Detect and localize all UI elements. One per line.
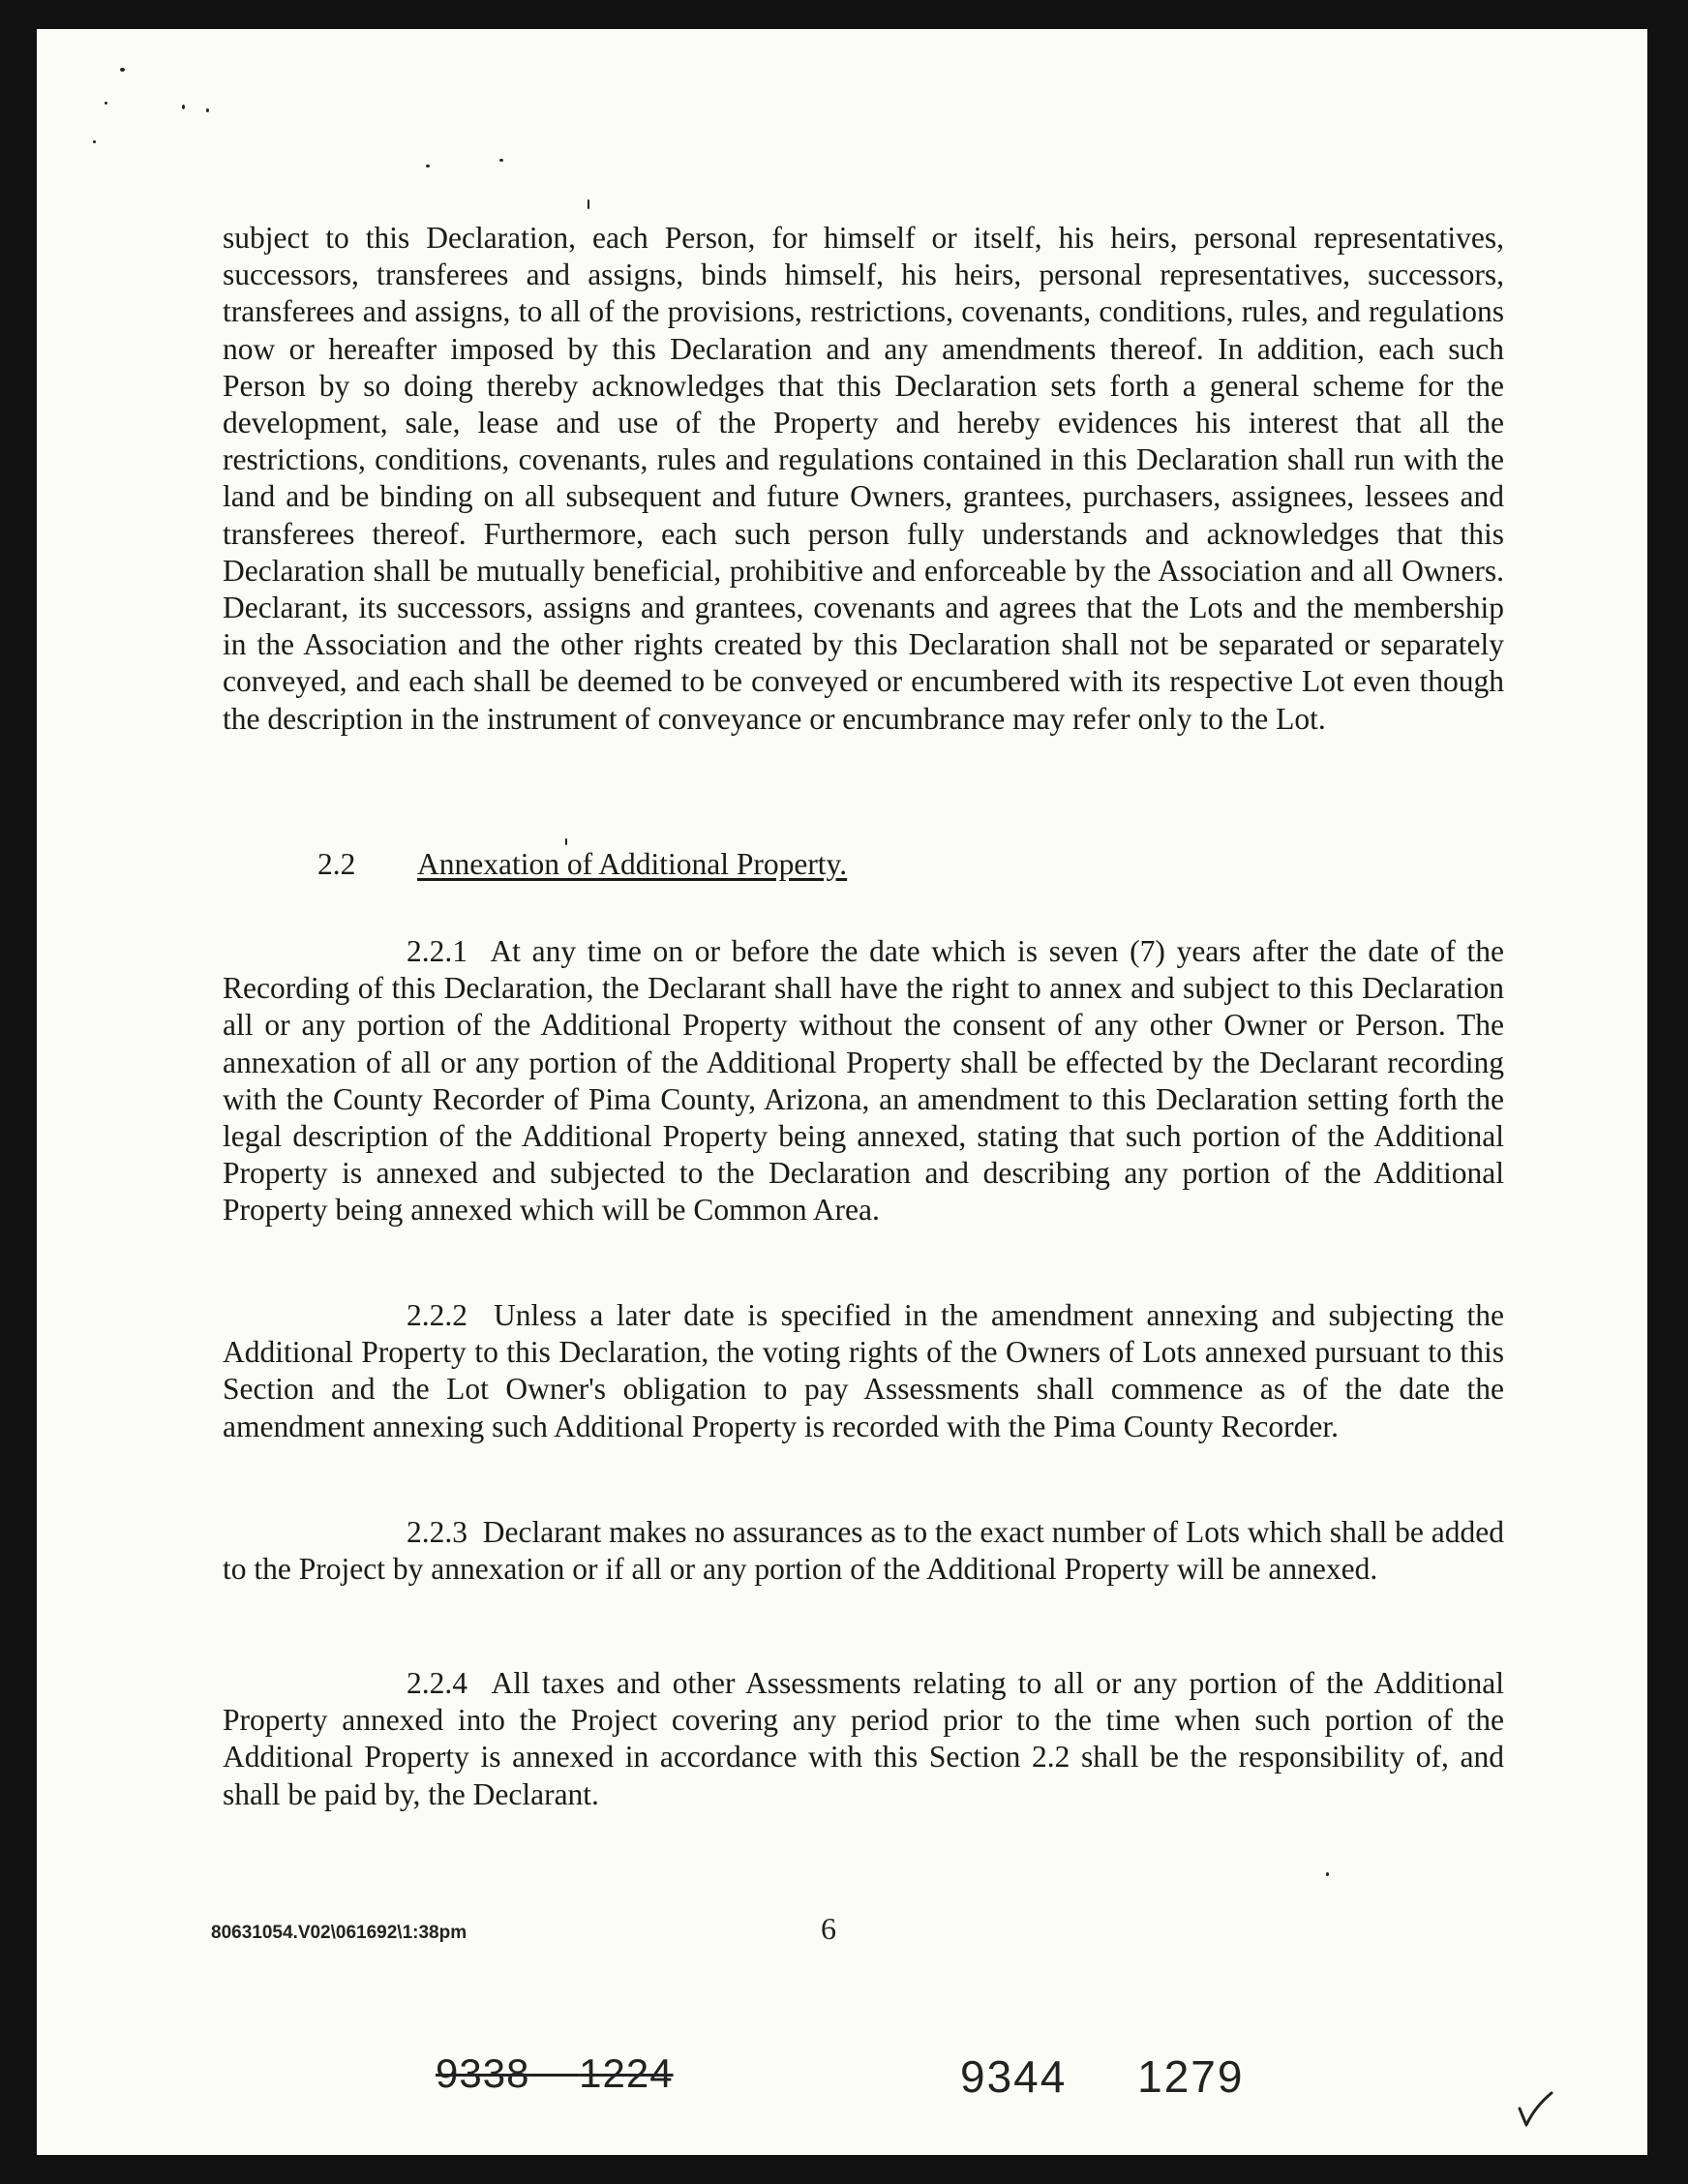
declaration-intro-paragraph: [223, 220, 1504, 738]
subsection-2-2-1: [223, 933, 1504, 1229]
checkmark-icon: [1516, 2089, 1554, 2128]
scan-speck: [426, 165, 430, 167]
subsection-text: At any time on or before the date which is seven (7) years after the date of the Recording of this Declaration, the Declarant shall have the right to annex and subject to this Declaration all or any portion of the Additional Property without the consent of any other Owner or Person. The annexation of all or any portion of the Additional Property shall be effected by the Declarant recording with the County Recorder of Pima County, Arizona, an amendment to this Declaration setting forth the legal description of the Additional Property being annexed, stating that such portion of the Additional Property is annexed and subjected to the Declaration and describing any portion of the Additional Property being annexed which will be Common Area.: [223, 934, 1504, 1228]
struck-recording-number: [436, 2050, 674, 2097]
footer-file-code: 80631054.V02\061692\1:38pm: [211, 1923, 467, 1943]
scan-speck: [206, 108, 209, 112]
subsection-number: 2.2.3: [407, 1515, 467, 1549]
page-number: 6: [821, 1911, 836, 1946]
scan-speck: [105, 102, 107, 105]
old-docket-number: 9338: [436, 2050, 530, 2096]
scan-speck: [1326, 1872, 1329, 1876]
subsection-number: 2.2.2: [407, 1298, 467, 1332]
section-2-2-heading: [317, 846, 847, 883]
subsection-2-2-3: [223, 1514, 1504, 1588]
document-page: [37, 29, 1647, 2155]
new-page-number: 1279: [1137, 2051, 1245, 2102]
scan-speck: [588, 199, 589, 209]
scan-speck: [182, 105, 185, 109]
subsection-number: 2.2.4: [407, 1666, 467, 1700]
scan-speck: [93, 140, 96, 143]
subsection-text: All taxes and other Assessments relating to all or any portion of the Additional Property annexed into the Project covering any period prior to the time when such portion of the Additional Property is annexed in accordance with this Section 2.2 shall be the responsibility of, and shall be paid by, the Declarant.: [223, 1666, 1505, 1811]
section-number: 2.2: [317, 847, 356, 881]
subsection-2-2-2: [223, 1297, 1504, 1445]
scan-speck: [120, 68, 125, 72]
subsection-text: Declarant makes no assurances as to the exact number of Lots which shall be added to the Project by annexation or if all or any portion of the Additional Property will be annexed.: [223, 1515, 1504, 1587]
section-title: Annexation of Additional Property.: [417, 847, 848, 881]
intro-paragraph-text: subject to this Declaration, each Person, for himself or itself, his heirs, personal representatives, successors, transferees and assigns, binds himself, his heirs, personal representatives, successors, transferees and assigns, to all of the provisions, restrictions, covenants, conditions, rules, and regulations now or hereafter imposed by this Declaration and any amendments thereof. In addition, each such Person by so doing thereby acknowledges that this Declaration sets forth a general scheme for the development, sale, lease and use of the Property and hereby evidences his interest that all the restrictions, conditions, covenants, rules and regulations contained in this Declaration shall run with the land and be binding on all subsequent and future Owners, grantees, purchasers, assignees, lessees and transferees thereof. Furthermore, each such person fully understands and acknowledges that this Declaration shall be mutually beneficial, prohibitive and enforceable by the Association and all Owners. Declarant, its successors, assigns and grantees, covenants and agrees that the Lots and the membership in the Association and the other rights created by this Declaration shall not be separated or separately conveyed, and each shall be deemed to be conveyed or encumbered with its respective Lot even though the description in the instrument of conveyance or encumbrance may refer only to the Lot.: [223, 221, 1504, 736]
new-docket-number: 9344: [960, 2051, 1068, 2102]
scan-speck: [499, 159, 503, 162]
scan-speck: [565, 838, 567, 845]
recording-number: [960, 2050, 1244, 2103]
old-page-number: 1224: [579, 2050, 674, 2096]
subsection-text: Unless a later date is specified in the amendment annexing and subjecting the Additional Property to this Declaration, the voting rights of the Owners of Lots annexed pursuant to this Section and the Lot Owner's obligation to pay Assessments shall commence as of the date the amendment annexing such Additional Property is recorded with the Pima County Recorder.: [223, 1298, 1504, 1443]
subsection-number: 2.2.1: [407, 934, 467, 968]
subsection-2-2-4: [223, 1665, 1504, 1813]
